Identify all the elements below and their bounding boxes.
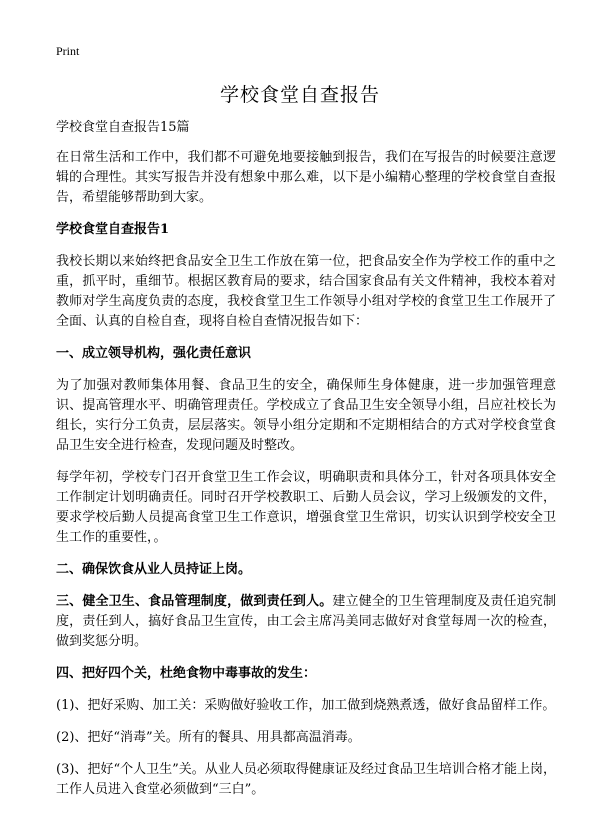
list-item-1: (1)、把好采购、加工关：采购做好验收工作，加工做到烧熟煮透，做好食品留样工作。 [56,698,556,713]
heading-3-text: 建立健全的卫生管理制度及责任追究制度，责任到人，搞好食品卫生宣传，由工会主席冯美同志做好对食堂每周一次的检查，做到奖惩分明。 [56,594,556,649]
heading-1-paragraph-b: 每学年初，学校专门召开食堂卫生工作会议，明确职责和具体分工，针对各项具体安全工作制定计划明确责任。同时召开学校教职工、后勤人员会议，学习上级颁发的文件，要求学校后勤人员提高食堂卫生工作意识，增强食堂卫生常识，切实认识到学校安全卫生工作的重要性，。 [56,470,556,545]
document-title: 学校食堂自查报告 [219,84,380,106]
intro-paragraph: 在日常生活和工作中，我们都不可避免地要接触到报告，我们在写报告的时候要注意逻辑的合理性。其实写报告并没有想象中那么难，以下是小编精心整理的学校食堂自查报告，希望能够帮助到大家。 [56,150,556,205]
document-body [56,118,556,812]
heading-4: 四、把好四个关，杜绝食物中毒事故的发生： [56,666,317,681]
heading-1-paragraph-a: 为了加强对教师集体用餐、食品卫生的安全，确保师生身体健康，进一步加强管理意识、提高管理水平、明确管理责任。学校成立了食品卫生安全领导小组，吕应社校长为组长，实行分工负责，层层落实。领导小组分定期和不定期相结合的方式对学校食堂食品卫生安全进行检查，发现问题及时整改。 [56,378,556,453]
list-item-3: (3)、把好“个人卫生”关。从业人员必须取得健康证及经过食品卫生培训合格才能上岗，工作人员进入食堂必须做到“三白”。 [56,762,556,797]
heading-2: 二、确保饮食从业人员持证上岗。 [56,562,252,577]
heading-3: 三、健全卫生、食品管理制度，做到责任到人。 [56,594,333,609]
heading-3-paragraph [56,592,556,652]
print-label: Print [56,44,80,58]
document-subtitle: 学校食堂自查报告15篇 [56,120,190,135]
section-title: 学校食堂自查报告1 [56,222,170,237]
section-paragraph: 我校长期以来始终把食品安全卫生工作放在第一位，把食品安全作为学校工作的重中之重，抓平时，重细节。根据区教育局的要求，结合国家食品有关文件精神，我校本着对教师对学生高度负责的态度，我校食堂卫生工作领导小组对学校的食堂卫生工作展开了全面、认真的自检自查，现将自检自查情况报告如下： [56,254,556,329]
heading-1: 一、成立领导机构，强化责任意识 [56,346,252,361]
list-item-2: (2)、把好“消毒”关。所有的餐具、用具都高温消毒。 [56,730,361,745]
